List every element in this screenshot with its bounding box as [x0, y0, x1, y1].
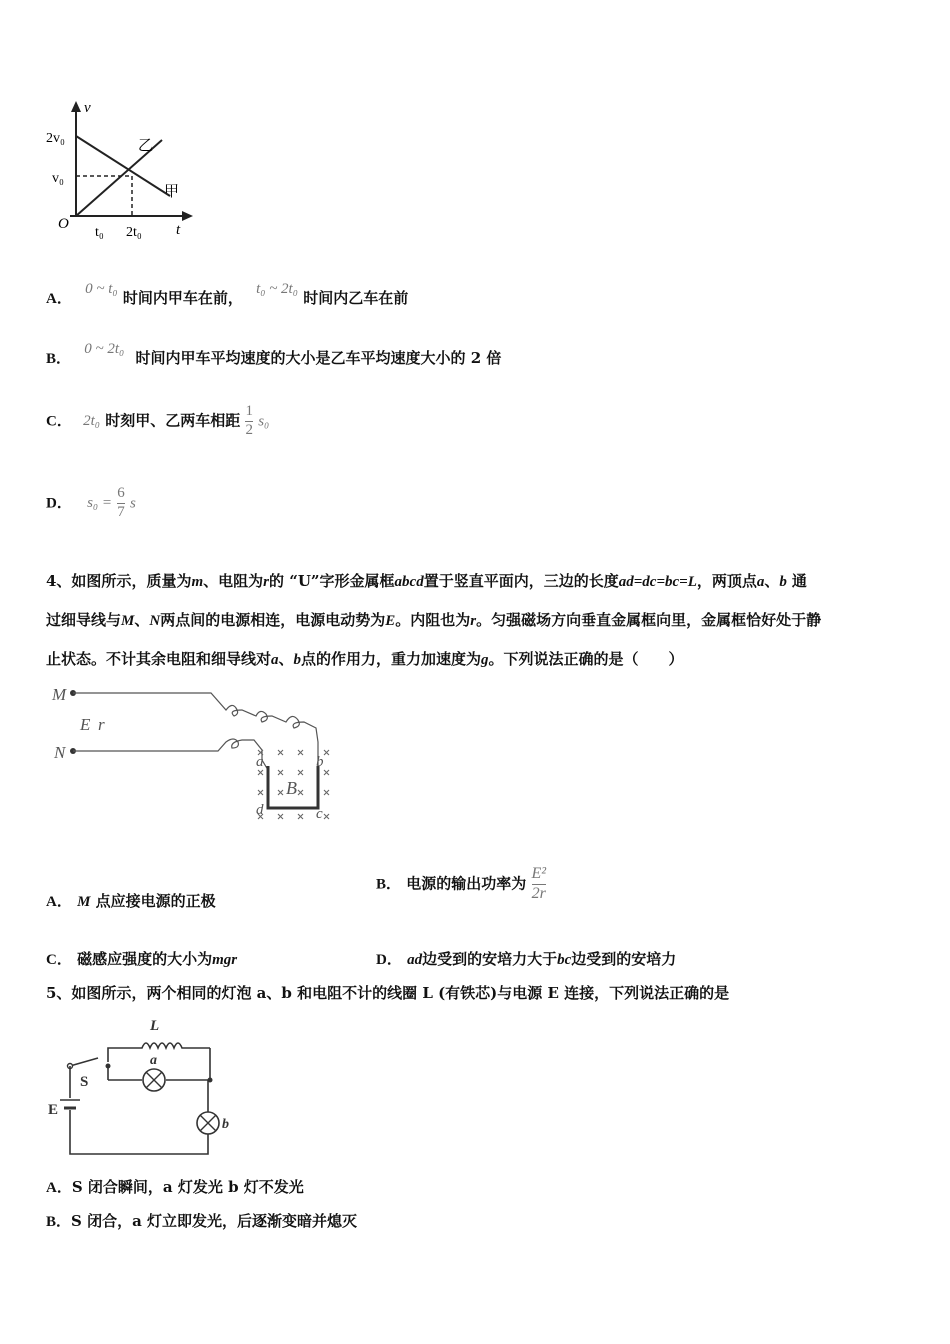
label-b: b — [222, 1117, 229, 1132]
tick-2v0: 2v₀ — [46, 131, 65, 146]
option-label: A． — [46, 894, 72, 910]
frac-numerator: 1 — [245, 403, 253, 419]
q4-option-d — [376, 948, 676, 969]
text: 、电阻为 — [203, 572, 264, 590]
option-label: B． — [376, 876, 402, 893]
option-label: C． — [46, 952, 72, 968]
tick-2t0: 2t₀ — [126, 225, 142, 240]
option-text: 时刻甲、乙两车相距 — [105, 411, 241, 430]
text: 、 — [278, 650, 294, 668]
label-S: S — [80, 1074, 89, 1090]
option-label: D． — [376, 952, 402, 968]
q5-option-a — [46, 1176, 304, 1197]
text: 点的作用力，重力加速度为 — [301, 650, 482, 668]
option-label: B． — [46, 351, 72, 367]
option-text: 时间内甲车平均速度的大小是乙车平均速度大小的 2 倍 — [135, 349, 502, 367]
math-distance: s₀ — [258, 413, 270, 430]
var-r: r — [470, 613, 477, 629]
q3-option-c — [46, 404, 269, 439]
label-L: L — [150, 1018, 160, 1034]
text: ，两顶点 — [696, 572, 757, 590]
option-text: 时间内乙车在前 — [303, 289, 409, 307]
text: 。内阻也为 — [395, 611, 471, 629]
var-b: b — [293, 652, 302, 668]
option-text: 时间内甲车在前， — [122, 289, 243, 307]
text: 两点间的电源相连，电源电动势为 — [160, 611, 386, 629]
var-m: m — [191, 574, 204, 590]
frac-denominator: 2r — [531, 884, 546, 902]
u-frame-figure — [46, 680, 346, 828]
origin-label: O — [58, 216, 69, 232]
option-label: A． — [46, 1180, 72, 1196]
option-text: 边受到的安培力 — [571, 950, 677, 968]
math-interval: 0 ~ t₀ — [85, 281, 118, 297]
equation: ad=dc=bc=L — [618, 574, 697, 590]
var-g: g — [481, 652, 489, 668]
switch-S — [70, 1058, 98, 1066]
option-text: 磁感应强度的大小为 — [77, 950, 213, 968]
t-axis-arrow — [182, 211, 193, 221]
option-label: A． — [46, 291, 72, 307]
q4-option-a — [46, 890, 216, 911]
label-M: M — [52, 685, 67, 704]
text: 、 — [764, 572, 780, 590]
label-N: N — [54, 743, 66, 762]
var-mgr: mgr — [212, 952, 238, 968]
var-a: a — [756, 574, 765, 590]
text: 4、如图所示，质量为 — [46, 572, 192, 590]
option-label: D． — [46, 495, 72, 512]
text: 止状态。不计其余电阻和细导线对 — [46, 650, 272, 668]
q4-line-2 — [46, 601, 916, 640]
frac-numerator: E² — [531, 865, 547, 882]
option-text: S 闭合，a 灯立即发光，后逐渐变暗并熄灭 — [71, 1212, 358, 1230]
var-a: a — [271, 652, 279, 668]
text: 通 — [791, 572, 807, 590]
text: 过细导线与 — [46, 611, 122, 629]
q4-option-b — [376, 866, 546, 903]
option-label: C． — [46, 413, 72, 430]
option-text: S 闭合瞬间，a 灯发光 b 灯不发光 — [71, 1178, 304, 1196]
q4-stem — [46, 562, 916, 679]
option-text: 点应接电源的正极 — [95, 892, 216, 910]
var-r: r — [263, 574, 269, 590]
var-N: N — [149, 613, 161, 629]
label-d: d — [256, 802, 264, 818]
q4-option-c — [46, 948, 237, 969]
frac-denominator: 2 — [245, 421, 253, 438]
var-E: E — [385, 613, 396, 629]
label-r: r — [98, 715, 105, 734]
v-axis-label: v — [84, 100, 91, 116]
fraction — [117, 486, 125, 521]
option-text: 电源的输出功率为 — [406, 874, 527, 893]
label-B: B — [286, 778, 297, 798]
line-yi-label: 乙 — [138, 138, 154, 154]
label-c: c — [316, 806, 323, 822]
var-b: b — [779, 574, 787, 590]
math-time: 2t₀ — [83, 413, 100, 430]
label-a: a — [150, 1053, 157, 1068]
var-M: M — [77, 894, 91, 910]
v-axis-arrow — [71, 101, 81, 112]
var-M: M — [121, 613, 135, 629]
label-b: b — [316, 754, 324, 770]
label-a: a — [256, 754, 264, 770]
q3-option-b — [46, 341, 502, 368]
text: 置于竖直平面内，三边的长度 — [423, 572, 619, 590]
fraction — [532, 866, 547, 903]
frac-numerator: 6 — [117, 485, 125, 501]
q3-option-a — [46, 281, 409, 308]
q5-stem: 5、如图所示，两个相同的灯泡 a、b 和电阻不计的线圈 L (有铁芯)与电源 E 连接，下列说法正确的是 — [46, 984, 730, 1002]
text: 、 — [134, 611, 150, 629]
text: 的 “U”字形金属框 — [268, 572, 395, 590]
q4-line-1 — [46, 562, 916, 601]
math-s: s — [129, 495, 136, 512]
inductor-coil — [128, 1043, 210, 1048]
math-interval: t₀ ~ 2t₀ — [256, 281, 298, 297]
q3-option-d — [46, 486, 136, 521]
fraction — [245, 404, 253, 439]
wire-left — [70, 1066, 208, 1154]
tick-t0: t₀ — [95, 225, 104, 240]
frac-denominator: 7 — [117, 503, 125, 520]
q4-line-3 — [46, 640, 916, 679]
q5-option-b — [46, 1210, 357, 1231]
option-text: 边受到的安培力大于 — [422, 950, 558, 968]
text: 。匀强磁场方向垂直金属框向里，金属框恰好处于静 — [476, 611, 822, 629]
wire-N — [73, 739, 268, 808]
math-interval: 0 ~ 2t₀ — [84, 341, 125, 357]
vt-graph — [40, 98, 210, 246]
var-abcd: abcd — [394, 574, 424, 590]
label-E: E — [80, 715, 91, 734]
tick-v0: v₀ — [52, 171, 64, 186]
label-E: E — [48, 1102, 59, 1118]
q5-circuit — [42, 1014, 252, 1162]
var-ad: ad — [407, 952, 423, 968]
text: 。下列说法正确的是（ ） — [488, 650, 684, 668]
option-label: B． — [46, 1214, 72, 1230]
var-bc: bc — [557, 952, 572, 968]
t-axis-label: t — [176, 222, 181, 238]
line-jia-label: 甲 — [164, 184, 180, 200]
math-lhs: s₀ = — [87, 495, 113, 512]
